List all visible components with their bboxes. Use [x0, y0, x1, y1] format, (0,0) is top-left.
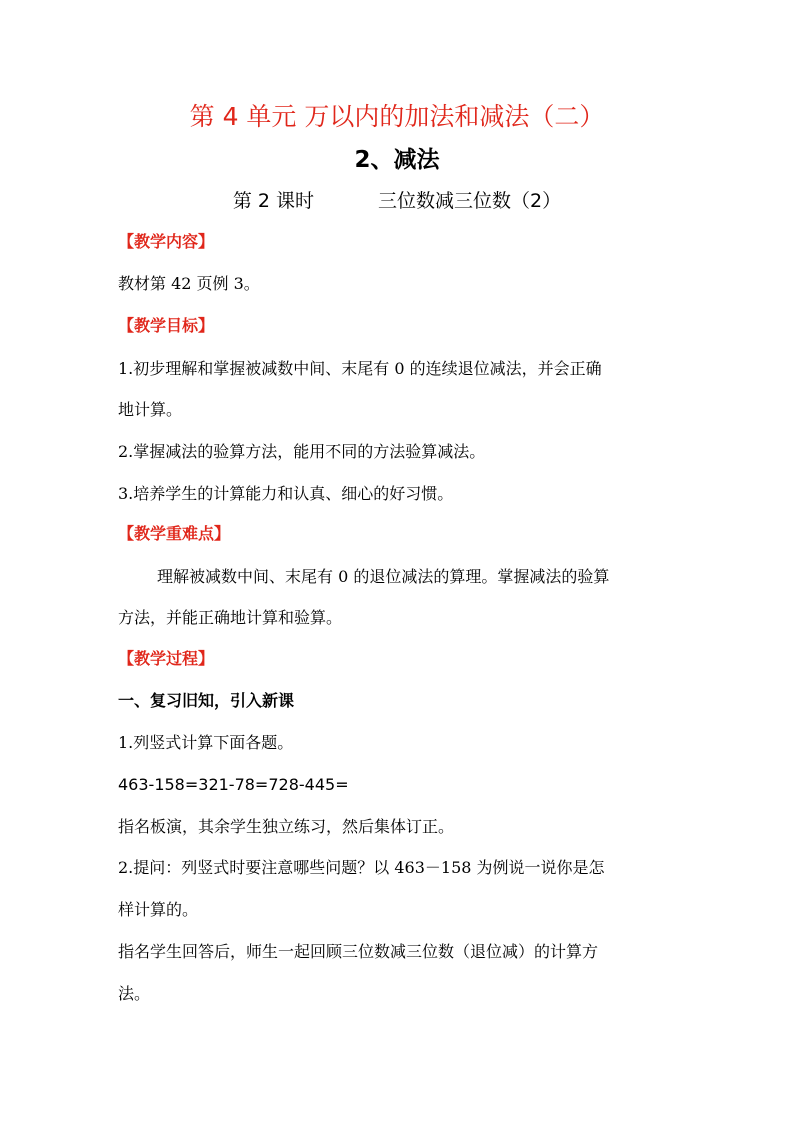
step-1-note: 指名板演，其余学生独立练习，然后集体订正。	[118, 817, 455, 836]
heading-teaching-content: 【教学内容】	[118, 232, 215, 251]
step-1-item-1: 1.列竖式计算下面各题。	[118, 733, 294, 752]
lesson-topic: 三位数减三位数（2）	[378, 190, 562, 212]
content-text: 教材第 42 页例 3。	[118, 274, 260, 293]
lesson-title	[0, 187, 794, 215]
heading-key-points: 【教学重难点】	[118, 524, 231, 543]
section-title: 2、减法	[354, 147, 440, 173]
step-1-item-2-line-1: 2.提问：列竖式时要注意哪些问题？以 463－158 为例说一说你是怎	[118, 858, 605, 877]
step-1-summary-line-1: 指名学生回答后，师生一起回顾三位数减三位数（退位减）的计算方	[118, 942, 599, 961]
unit-title: 第 4 单元 万以内的加法和减法（二）	[189, 102, 605, 131]
goal-1-line-1: 1.初步理解和掌握被减数中间、末尾有 0 的连续退位减法，并会正确	[118, 359, 602, 378]
step-1-item-2-line-2: 样计算的。	[118, 900, 199, 919]
step-1-exercises: 463-158=321-78=728-445=	[118, 775, 349, 794]
goal-2: 2.掌握减法的验算方法，能用不同的方法验算减法。	[118, 442, 486, 461]
lesson-number: 第 2 课时	[232, 190, 315, 212]
heading-teaching-goals: 【教学目标】	[118, 316, 215, 335]
step-1-title: 一、复习旧知，引入新课	[118, 691, 295, 710]
key-points-line-1: 理解被减数中间、末尾有 0 的退位减法的算理。掌握减法的验算	[157, 567, 610, 586]
key-points-line-2: 方法，并能正确地计算和验算。	[118, 608, 343, 627]
goal-3: 3.培养学生的计算能力和认真、细心的好习惯。	[118, 484, 454, 503]
step-1-summary-line-2: 法。	[118, 984, 151, 1003]
goal-1-line-2: 地计算。	[118, 400, 183, 419]
heading-teaching-process: 【教学过程】	[118, 649, 215, 668]
